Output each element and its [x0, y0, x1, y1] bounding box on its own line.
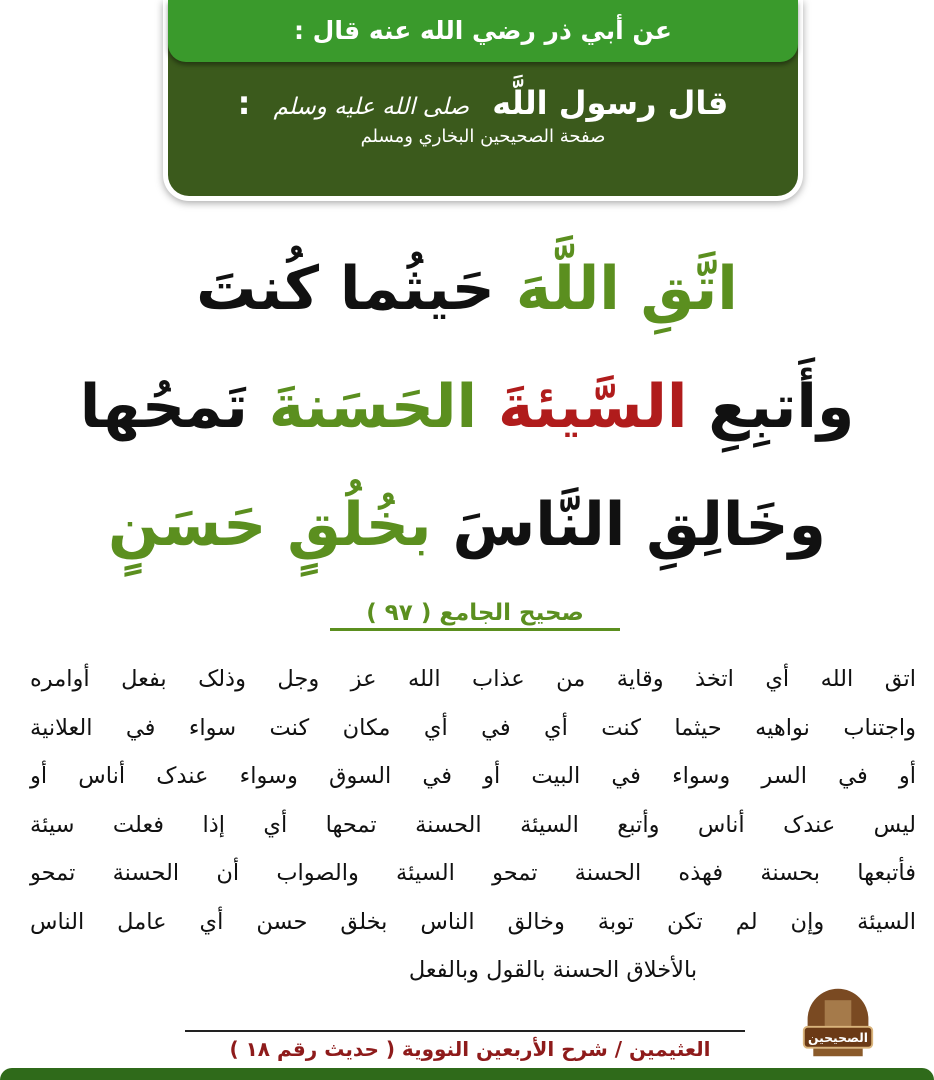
salutation-calligraphy: صلى الله عليه وسلم: [273, 94, 470, 120]
hadith-line: [30, 230, 904, 348]
narrator-label: عن أبي ذر رضي الله عنه قال :: [168, 0, 798, 62]
hadith-line: [30, 466, 904, 584]
hadith-word-red: السَّيئةَ: [497, 372, 688, 442]
explanation-line: أو في السر وسواء في البيت أو في السوق وسواء عندک أناس أو: [30, 763, 916, 789]
explanation-line: ليس عندک أناس وأتبع السيئة الحسنة تمحها أي إذا فعلت سيئة: [30, 811, 916, 838]
prophet-said-text: قال رسول اللَّه: [492, 84, 729, 122]
hadith-text: [30, 230, 904, 584]
explanation-line: السيئة وإن لم تكن توبة وخالق الناس بخلق حسن أي عامل الناس: [30, 908, 916, 935]
reference: العثيمين / شرح الأربعين النووية ( حديث رقم ١٨ ): [229, 1037, 711, 1061]
sahihain-logo: [800, 983, 876, 1063]
hadith-source: صحيح الجامع ( ٩٧ ): [330, 600, 620, 631]
book-label: صفحة الصحيحين البخاري ومسلم: [360, 126, 606, 147]
explanation-line: بالأخلاق الحسنة بالقول وبالفعل: [408, 957, 698, 983]
hadith-word-black: حَيثُما كُنتَ: [196, 254, 516, 324]
explanation-line: اتق الله أي اتخذ وقاية من عذاب الله عز وجل وذلک بفعل أوامره: [30, 666, 916, 692]
svg-text:الصحيحين: الصحيحين: [807, 1031, 869, 1045]
divider: [185, 1030, 745, 1032]
explanation-line: فأتبعها بحسنة فهذه الحسنة تمحو السيئة والصواب أن الحسنة تمحو: [30, 860, 916, 886]
header-main: [168, 84, 798, 147]
colon: :: [237, 84, 251, 122]
hadith-line: [30, 348, 904, 466]
explanation-line: واجتناب نواهيه حيثما كنت أي في أي مكان كنت سواء في العلانية: [30, 714, 916, 741]
hadith-word-black: تَمحُها: [79, 372, 269, 442]
hadith-word-green: اتَّقِ اللَّهَ: [515, 254, 738, 324]
bottom-strip: [0, 1068, 934, 1080]
hadith-word-black: وخَالِقِ النَّاسَ: [431, 490, 826, 560]
hadith-word-green: بخُلُقٍ حَسَنٍ: [108, 490, 432, 560]
explanation-text: [30, 655, 916, 995]
prophet-said-line: [168, 84, 798, 122]
hadith-word-green: الحَسَنةَ: [268, 372, 498, 442]
header-banner: [163, 0, 803, 201]
hadith-word-black: وأَتبِعِ: [687, 372, 855, 442]
